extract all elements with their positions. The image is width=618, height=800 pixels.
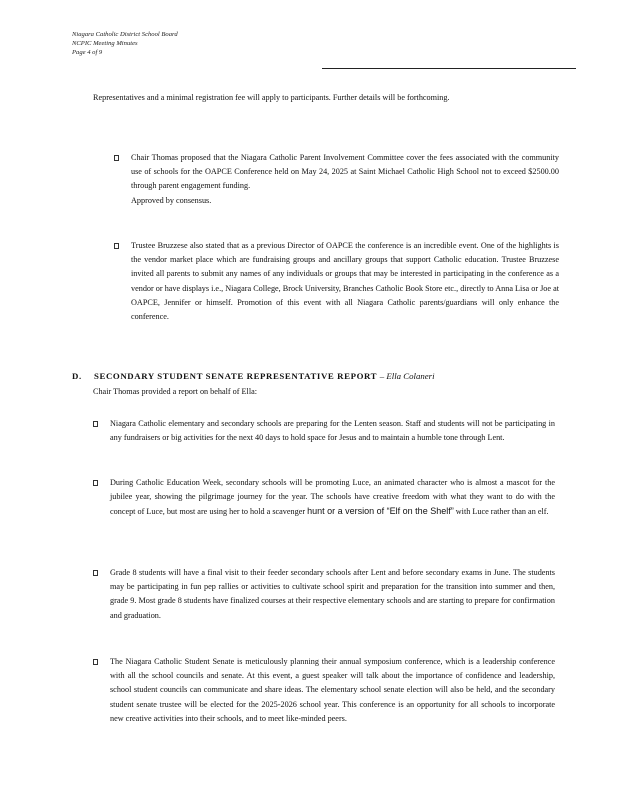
section-letter: D.: [72, 371, 82, 381]
bullet-text-after: with Luce rather than an elf.: [455, 507, 549, 517]
bullet-text: Grade 8 students will have a final visit to their feeder secondary schools after Lent and before secondary exams in June. The students may be participating in fun pep rallies or activities to cultivate school spirit and preparation for the transition into summer and then, grade 9. Most grade 8 students have finalized courses at their respective elementary schools and are starting to prepare for confirmation and graduation.: [110, 568, 555, 620]
header-rule: [72, 68, 576, 69]
bullet-box-icon: [93, 421, 98, 427]
intro-text: Representatives and a minimal registration fee will apply to participants. Further details will be forthcoming.: [93, 93, 450, 102]
section-author: – Ella Colaneri: [379, 371, 435, 381]
list-item-text: [110, 476, 555, 520]
bullet-text-before: During Catholic Education Week, secondary schools will be promoting Luce, an animated character who is almost a mascot for the jubilee year, showing the pilgrimage journey for the year. The schools have creative freedom with what they want to do with the concept of Luce, but most are using her to hold a scavenger: [110, 478, 555, 517]
section-heading: [72, 371, 435, 381]
list-item-text: [110, 417, 555, 445]
list-item-text: [110, 566, 555, 623]
bullet-box-icon: [93, 570, 98, 576]
section-title: SECONDARY STUDENT SENATE REPRESENTATIVE REPORT: [94, 371, 377, 381]
bullet-text: Niagara Catholic elementary and secondary schools are preparing for the Lenten season. Staff and students will not be participating in any fundraisers or big activities for the next 40 days to hold space for Jesus and to maintain a humble tone through Lent.: [110, 419, 555, 443]
bullet-text: Trustee Bruzzese also stated that as a previous Director of OAPCE the conference is an incredible event. One of the highlights is the vendor market place which are fundraising groups and ancillary groups that support Catholic education. Trustee Bruzzese invited all parents to submit any names of any individuals or groups that may be interested in participating in the conference as a vendor or have displays i.e., Niagara College, Brock University, Branches Catholic Book Store etc., directly to Anna Lisa or Joe at OAPCE, Jennifer or himself. Promotion of this event with all Niagara Catholic parents/guardians will only enhance the conference.: [131, 241, 559, 322]
bullet-box-icon: [93, 480, 98, 486]
list-item-text: [131, 239, 559, 324]
bullet-text: [110, 476, 555, 520]
list-item-text: [131, 151, 559, 208]
bullet-box-icon: [114, 243, 119, 249]
intro-paragraph: [93, 91, 523, 105]
bullet-text: The Niagara Catholic Student Senate is meticulously planning their annual symposium conference, which is a leadership conference with all the school councils and senate. At this event, a guest speaker will talk about the importance of confidence and leadership, school student councils can communicate and share ideas. The elementary school senate election will also be held, and the secondary student senate trustee will be elected for the 2025-2026 school year. This conference is an opportunity for all schools to incorporate new creative activities into their schools, and to meet like-minded peers.: [110, 657, 555, 723]
bullet-text-elf: hunt or a version of “Elf on the Shelf”: [307, 506, 454, 517]
list-item-text: [110, 655, 555, 726]
header-doc: NCPIC Meeting Minutes: [72, 40, 138, 47]
page-header: [72, 30, 178, 57]
bullet-text: Chair Thomas proposed that the Niagara Catholic Parent Involvement Committee cover the fees associated with the community use of schools for the OAPCE Conference held on May 24, 2025 at Saint Michael Catholic High School not to exceed $2500.00 through parent engagement funding.: [131, 153, 559, 191]
bullet-box-icon: [93, 659, 98, 665]
section-intro: Chair Thomas provided a report on behalf of Ella:: [93, 387, 258, 396]
header-page: Page 4 of 9: [72, 49, 103, 56]
bullet-box-icon: [114, 155, 119, 161]
header-org: Niagara Catholic District School Board: [72, 31, 178, 38]
approval-text: Approved by consensus.: [131, 195, 212, 205]
